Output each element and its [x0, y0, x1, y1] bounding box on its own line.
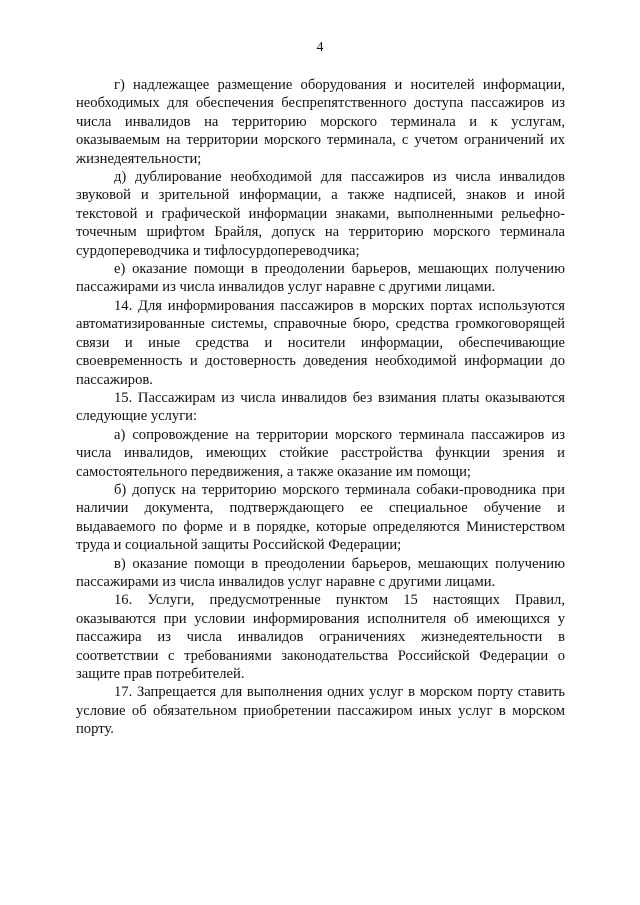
paragraph-17-prohibition: 17. Запрещается для выполнения одних услуг в морском порту ставить условие об обязательном приобретении пассажиром иных услуг в морском порту. [76, 684, 565, 738]
paragraph-g-equipment-placement: г) надлежащее размещение оборудования и носителей информации, необходимых для обеспечения беспрепятственного доступа пассажиров из числа инвалидов на территорию морского терминала и к услугам, оказываемым на территории морского терминала, с учетом ограничений их жизнедеятельности; [76, 77, 565, 167]
paragraph-16-service-conditions: 16. Услуги, предусмотренные пунктом 15 настоящих Правил, оказываются при условии информирования исполнителя об имеющихся у пассажира из числа инвалидов ограничениях жизнедеятельности в соответствии с требованиями законодательства Российской Федерации о защите прав потребителей. [76, 592, 565, 682]
page-number: 4 [316, 40, 324, 55]
paragraph-14-informing: 14. Для информирования пассажиров в морских портах используются автоматизированные системы, справочные бюро, средства громкоговорящей связи и иные средства и носители информации, обеспечивающие своевременность и достоверность доведения необходимой информации до пассажиров. [76, 297, 565, 388]
document-body [76, 76, 565, 739]
paragraph-v-barrier-assistance: в) оказание помощи в преодолении барьеров, мешающих получению пассажирами из числа инвалидов услуг наравне с другими лицами. [76, 555, 565, 590]
paragraph-b-guide-dog: б) допуск на территорию морского терминала собаки-проводника при наличии документа, подтверждающего ее специальное обучение и выдаваемого по форме и в порядке, которые определяются Министерством труда и социальной защиты Российской Федерации; [76, 481, 565, 554]
paragraph-d-info-duplication: д) дублирование необходимой для пассажиров из числа инвалидов звуковой и зрительной информации, а также надписей, знаков и иной текстовой и графической информации знаками, выполненными рельефно-точечным шрифтом Брайля, допуск на территорию морского терминала сурдопереводчика и тифлосурдопереводчика; [76, 169, 565, 259]
paragraph-15-free-services: 15. Пассажирам из числа инвалидов без взимания платы оказываются следующие услуги: [76, 389, 565, 425]
paragraph-e-barrier-assistance: е) оказание помощи в преодолении барьеров, мешающих получению пассажирами из числа инвалидов услуг наравне с другими лицами. [76, 261, 565, 296]
paragraph-a-escort: а) сопровождение на территории морского терминала пассажиров из числа инвалидов, имеющих стойкие расстройства функции зрения и самостоятельного передвижения, а также оказание им помощи; [76, 426, 565, 480]
